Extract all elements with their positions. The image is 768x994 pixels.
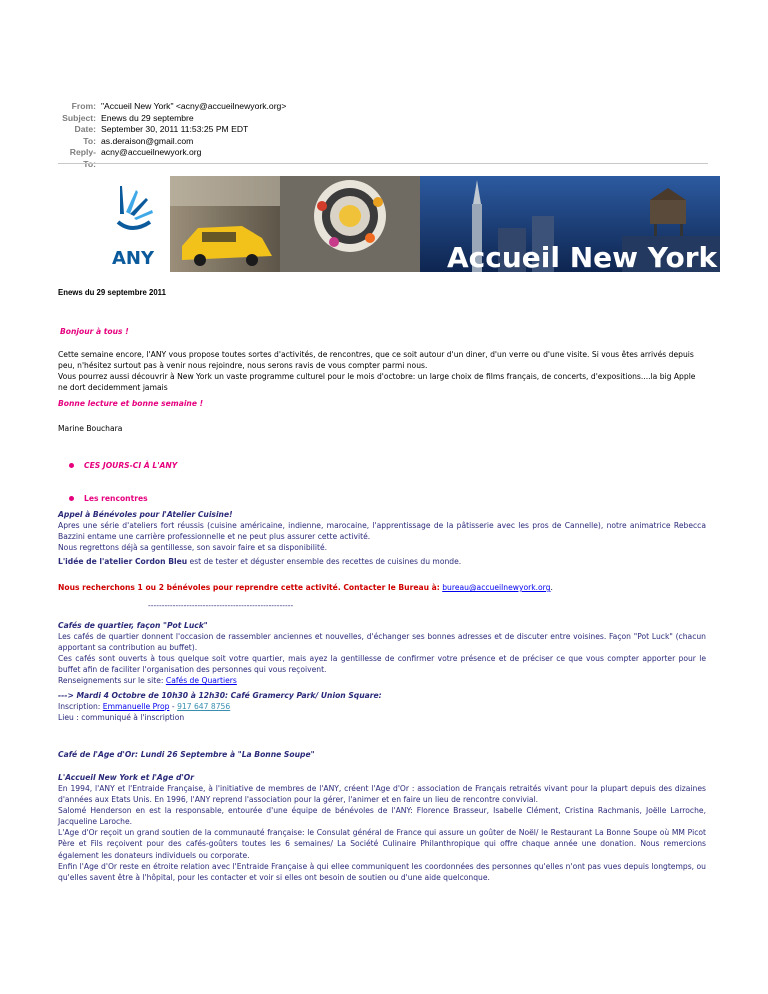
cafes-line-3 bbox=[58, 675, 706, 686]
age-paragraph bbox=[58, 783, 706, 883]
any-logo bbox=[112, 182, 162, 272]
enews-title: Enews du 29 septembre 2011 bbox=[58, 288, 166, 297]
cafes-info-label: Renseignements sur le site: bbox=[58, 676, 166, 686]
subject-label: Subject: bbox=[62, 112, 96, 123]
age-line-3: L'Age d'Or reçoit un grand soutien de la communauté française: le Consulat général de France qui assure un goûter de Noël/ le Restaurant La Bonne Soupe où MM Picot Père et Fils reçoivent pour des cafés-goûters toutes les 6 semaines/ La Société Culinaire Philanthropique qui offre chaque année une donation. Nous remercions également les donateurs individuels ou corporate. bbox=[58, 828, 706, 860]
banner-title: Accueil New York bbox=[447, 241, 718, 272]
inscription-tel-link[interactable]: 917 647 8756 bbox=[177, 702, 231, 711]
appel-title: Appel à Bénévoles pour l'Atelier Cuisine! bbox=[58, 510, 233, 519]
to-label: To: bbox=[83, 135, 96, 146]
bullet-rencontres-label: Les rencontres bbox=[84, 494, 148, 503]
greeting: Bonjour à tous ! bbox=[60, 327, 129, 336]
replyto-value: acny@accueilnewyork.org bbox=[101, 147, 202, 158]
recherche-text: Nous recherchons 1 ou 2 bénévoles pour reprendre cette activité. Contacter le Bureau à: bbox=[58, 583, 440, 592]
header-subject-row bbox=[58, 113, 286, 125]
recherche-paragraph bbox=[58, 582, 706, 593]
age-subtitle: L'Accueil New York et l'Age d'Or bbox=[58, 773, 194, 782]
subject-value: Enews du 29 septembre bbox=[101, 112, 194, 123]
appel-line-1: Apres une série d'ateliers fort réussis (cuisine américaine, indienne, marocaine, l'apprentissage de la pâtisserie avec les pros de Cannelle), notre animatrice Rebecca Bazzini entame une carrière professionnelle et ne peut plus assurer cette activité. bbox=[58, 521, 706, 542]
cafes-paragraph bbox=[58, 631, 706, 686]
cordon-paragraph bbox=[58, 556, 706, 567]
bullet-ces-jours-label: CES JOURS-CI À L'ANY bbox=[84, 461, 178, 470]
signature: Marine Bouchara bbox=[58, 424, 123, 433]
header-divider bbox=[58, 163, 708, 164]
to-value: as.deraison@gmail.com bbox=[101, 135, 194, 146]
cafes-title: Cafés de quartier, façon "Pot Luck" bbox=[58, 621, 208, 630]
intro-paragraph bbox=[58, 349, 706, 393]
bonne-lecture: Bonne lecture et bonne semaine ! bbox=[58, 399, 204, 408]
from-value: "Accueil New York" <acny@accueilnewyork.org> bbox=[101, 101, 287, 111]
age-line-4: Enfin l'Age d'Or reste en étroite relation avec l'Entraide Française à qui ellee communiquent les coordonnées des personnes qu'elles n'ont pas vues depuis longtemps, ou qu'elles savent être à l'hôpital, pour les contacter et voir si elles ont besoin de soutien ou d'une aide quelconque. bbox=[58, 861, 706, 882]
email-header bbox=[58, 101, 286, 171]
date-label: Date: bbox=[74, 124, 96, 135]
appel-paragraph bbox=[58, 520, 706, 553]
cafes-line-1: Les cafés de quartier donnent l'occasion de rassembler anciennes et nouvelles, d'échanger ses bonnes adresses et de discuter entre voisines. Façon "Pot Luck" (chacun apportant sa contribution au buffet). bbox=[58, 632, 706, 653]
header-date-row bbox=[58, 124, 286, 136]
inscription-line bbox=[58, 701, 706, 712]
appel-line-2: Nous regrettons déjà sa gentillesse, son savoir faire et sa disponibilité. bbox=[58, 543, 328, 553]
bullet-ces-jours bbox=[70, 460, 177, 471]
header-replyto-row bbox=[58, 147, 286, 170]
mardi-title: ---> Mardi 4 Octobre de 10h30 à 12h30: Café Gramercy Park/ Union Square: bbox=[58, 691, 382, 700]
inscription-separator: - bbox=[169, 702, 178, 711]
inscription-name-link[interactable]: Emmanuelle Prop bbox=[102, 702, 170, 711]
cordon-rest: est de tester et déguster ensemble des recettes de cuisines du monde. bbox=[187, 557, 462, 566]
intro-line-1: Cette semaine encore, l'ANY vous propose toutes sortes d'activités, de rencontres, que ce soit autour d'un diner, d'un verre ou d'une visite. Si vous êtes arrivés depuis peu, n'hésitez surtout pas à venir nous rejoindre, nous serons ravis de vous compter parmi nous. bbox=[58, 350, 694, 371]
recherche-period: . bbox=[550, 583, 553, 592]
replyto-label: Reply- bbox=[69, 147, 96, 158]
header-to-row bbox=[58, 136, 286, 148]
logo-leaf-icon bbox=[120, 186, 124, 214]
cafes-quartiers-link[interactable]: Cafés de Quartiers bbox=[165, 676, 237, 686]
banner-image bbox=[102, 176, 720, 272]
cafes-line-2: Ces cafés sont ouverts à tous quelque soit votre quartier, mais ayez la gentillesse de confirmer votre présence et de préciser ce que vous compter apporter pour le buffet afin de faciliter l'organisation des personnes qui vous reçoivent. bbox=[58, 654, 706, 675]
age-line-2: Salomé Henderson en est la responsable, entourée d'une équipe de bénévoles de l'ANY: Florence Brasseur, Isabelle Clément, Cristina Rachmanis, Joëlle Larroche, Jacqueline Laroche. bbox=[58, 806, 706, 827]
cordon-bold: L'idée de l'atelier Cordon Bleu bbox=[58, 557, 188, 566]
from-label: From: bbox=[71, 101, 96, 111]
age-line-1: En 1994, l'ANY et l'Entraide Française, à l'initiative de membres de l'ANY, créent l'Age d'Or : association de Français retraités vivant pour la plupart depuis des dizaines d'années aux Etats Unis. En 1996, l'ANY reprend l'association pour la gérer, l'animer et en faire un lieu de rencontre convivial. bbox=[58, 784, 706, 805]
date-value: September 30, 2011 11:53:25 PM EDT bbox=[101, 124, 249, 135]
header-from-row bbox=[58, 101, 286, 113]
intro-line-2: Vous pourrez aussi découvrir à New York un vaste programme culturel pour le mois d'octobre: un large choix de films français, de concerts, d'expositions....la big Apple ne dort decidemment jamais bbox=[58, 372, 696, 393]
lieu-line: Lieu : communiqué à l'inscription bbox=[58, 713, 185, 722]
bureau-email-link[interactable]: bureau@accueilnewyork.org bbox=[442, 583, 551, 592]
separator: ----------------------------------------------------- bbox=[148, 601, 294, 610]
age-title: Café de l'Age d'Or: Lundi 26 Septembre à "La Bonne Soupe" bbox=[58, 750, 315, 759]
bullet-rencontres bbox=[70, 493, 148, 504]
logo-text: ANY bbox=[112, 248, 155, 269]
inscription-label: Inscription: bbox=[58, 702, 103, 711]
